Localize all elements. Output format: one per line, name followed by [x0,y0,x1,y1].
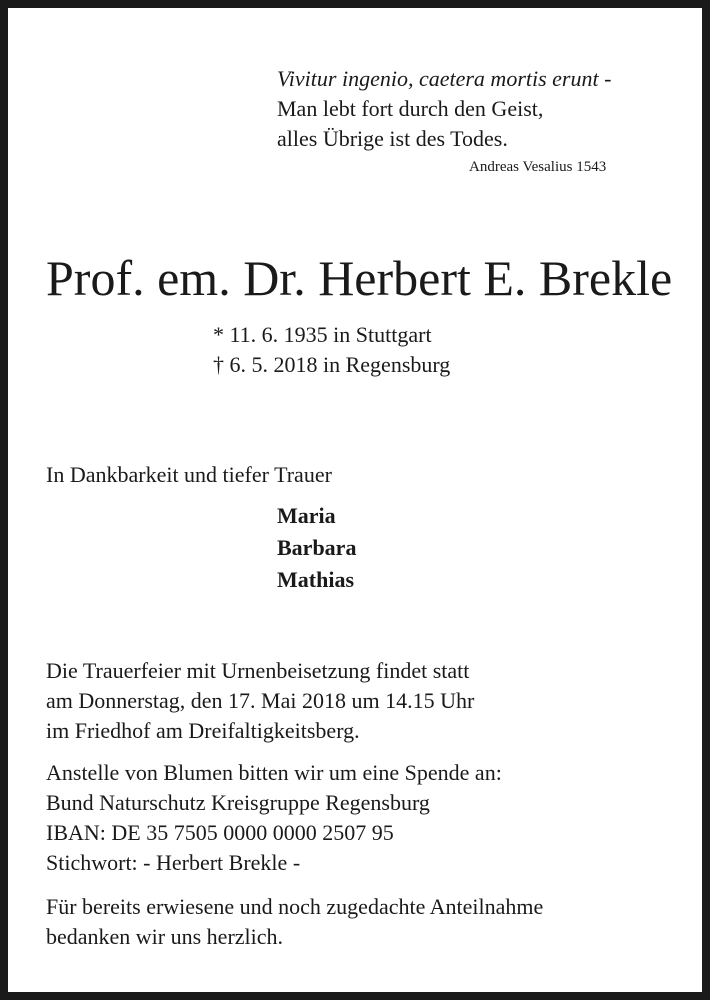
donation-info [46,758,502,878]
ceremony-line: im Friedhof am Dreifaltigkeitsberg. [46,718,360,743]
birth-date: * 11. 6. 1935 in Stuttgart [213,322,432,347]
motto-german-line2: alles Übrige ist des Todes. [277,126,508,151]
donation-keyword: Stichwort: - Herbert Brekle - [46,850,301,875]
thanks-line: Für bereits erwiesene und noch zugedachte Anteilnahme [46,894,544,919]
donation-line: Anstelle von Blumen bitten wir um eine Spende an: [46,760,502,785]
ceremony-info [46,656,474,746]
thanks-note [46,892,543,952]
family-member: Maria [277,503,336,528]
ceremony-line: am Donnerstag, den 17. Mai 2018 um 14.15 Uhr [46,688,475,713]
donation-iban: IBAN: DE 35 7505 0000 0000 2507 95 [46,820,394,845]
motto-german-line1: Man lebt fort durch den Geist, [277,96,544,121]
mourning-intro: In Dankbarkeit und tiefer Trauer [46,462,332,487]
motto-block [277,64,612,175]
ceremony-line: Die Trauerfeier mit Urnenbeisetzung findet statt [46,658,470,683]
life-dates [213,320,450,380]
motto-latin: Vivitur ingenio, caetera mortis erunt - [277,66,612,91]
donation-recipient: Bund Naturschutz Kreisgruppe Regensburg [46,790,430,815]
family-member: Mathias [277,567,354,592]
family-member: Barbara [277,535,357,560]
death-date: † 6. 5. 2018 in Regensburg [213,352,451,377]
deceased-name: Prof. em. Dr. Herbert E. Brekle [46,250,673,306]
family-list [277,500,356,596]
motto-source: Andreas Vesalius 1543 [469,159,607,175]
thanks-line: bedanken wir uns herzlich. [46,924,284,949]
